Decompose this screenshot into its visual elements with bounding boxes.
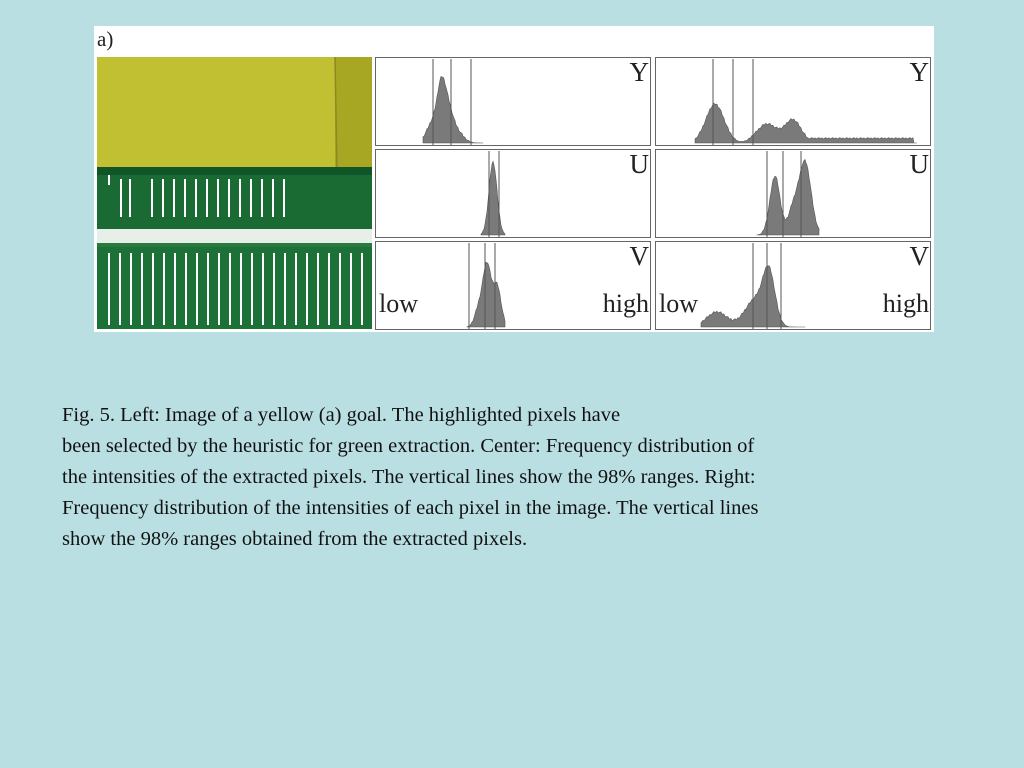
channel-label: V xyxy=(909,241,929,271)
high-label: high xyxy=(882,289,929,318)
histogram-right-v xyxy=(655,241,931,331)
histogram-center-u xyxy=(375,149,651,239)
caption-line: Fig. 5. Left: Image of a yellow (a) goal. The highlighted pixels have xyxy=(62,404,621,426)
channel-label: U xyxy=(909,149,929,179)
histogram-right-y xyxy=(655,57,931,147)
figure-caption xyxy=(62,400,942,555)
channel-label: Y xyxy=(629,57,649,87)
histogram-right-u xyxy=(655,149,931,239)
low-label: low xyxy=(379,289,418,318)
channel-label: U xyxy=(629,149,649,179)
histogram-frame xyxy=(376,150,651,238)
histogram-center-v xyxy=(375,241,651,331)
caption-line: been selected by the heuristic for green extraction. Center: Frequency distribution of xyxy=(62,435,755,457)
channel-label: V xyxy=(629,241,649,271)
panel-label: a) xyxy=(97,27,114,51)
high-label: high xyxy=(602,289,649,318)
histogram-center-y xyxy=(375,57,651,147)
low-label: low xyxy=(659,289,698,318)
caption-line: Frequency distribution of the intensities of each pixel in the image. The vertical lines xyxy=(62,497,759,519)
goal-photo-image xyxy=(97,57,372,329)
figure xyxy=(94,26,934,332)
caption-line: the intensities of the extracted pixels. The vertical lines show the 98% ranges. Right: xyxy=(62,466,756,488)
histogram-frame xyxy=(376,58,651,146)
channel-label: Y xyxy=(909,57,929,87)
goal-photo xyxy=(97,57,372,329)
caption-line: show the 98% ranges obtained from the extracted pixels. xyxy=(62,528,528,550)
